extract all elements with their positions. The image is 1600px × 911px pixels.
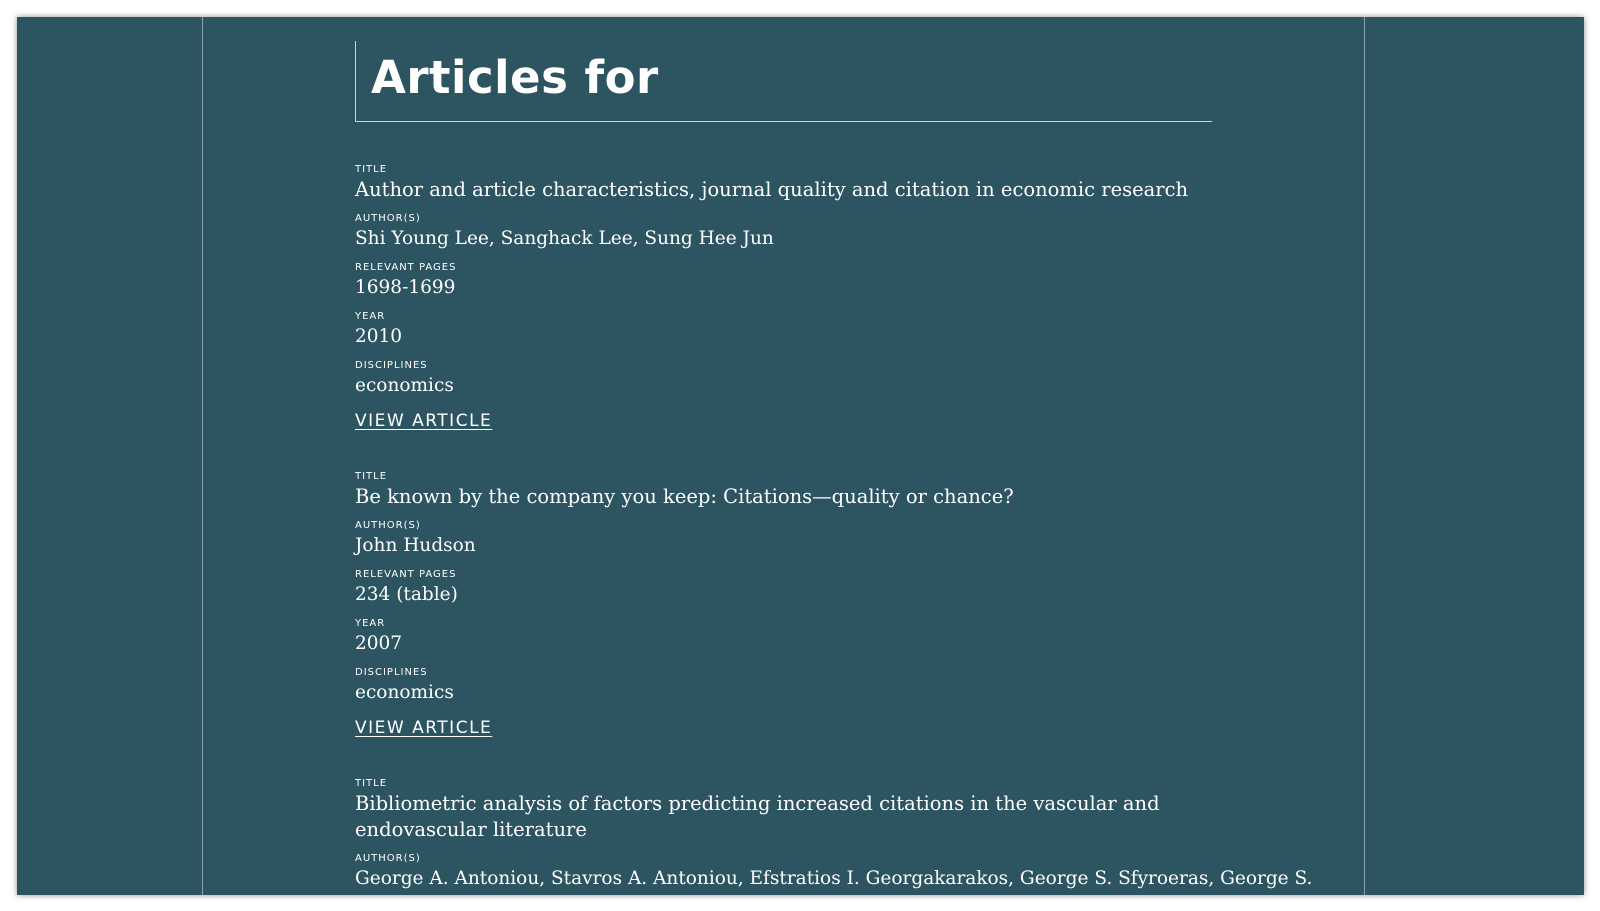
title-label: TITLE — [355, 164, 388, 175]
page-header — [355, 41, 1212, 122]
left-guide-line — [202, 17, 203, 895]
article-disciplines: economics — [355, 375, 454, 396]
article-item — [355, 164, 1215, 432]
article-authors: John Hudson — [355, 535, 476, 556]
article-pages: 234 (table) — [355, 584, 458, 605]
pages-label: RELEVANT PAGES — [355, 569, 457, 580]
article-title: Bibliometric analysis of factors predicting increased citations in the vascular and endovascular literature — [355, 792, 1160, 841]
year-label: YEAR — [355, 311, 386, 322]
view-article-link[interactable]: VIEW ARTICLE — [355, 411, 493, 431]
article-authors: George A. Antoniou, Stavros A. Antoniou, Efstratios I. Georgakarakos, George S. Sfyroeras, George S. — [355, 868, 1313, 889]
disciplines-label: DISCIPLINES — [355, 667, 428, 678]
authors-label: AUTHOR(S) — [355, 520, 421, 531]
article-item — [355, 778, 1313, 892]
article-list — [355, 164, 1313, 892]
title-label: TITLE — [355, 778, 388, 789]
authors-label: AUTHOR(S) — [355, 853, 421, 864]
year-label: YEAR — [355, 618, 386, 629]
page-frame — [17, 17, 1584, 895]
article-year: 2007 — [355, 633, 403, 654]
article-title: Author and article characteristics, journal quality and citation in economic research — [355, 178, 1189, 201]
article-item — [355, 471, 1215, 739]
main-content — [355, 41, 1313, 895]
view-article-link[interactable]: VIEW ARTICLE — [355, 718, 493, 738]
pages-label: RELEVANT PAGES — [355, 262, 457, 273]
article-title: Be known by the company you keep: Citations—quality or chance? — [355, 485, 1014, 508]
article-year: 2010 — [355, 326, 403, 347]
article-pages: 1698-1699 — [355, 277, 456, 298]
authors-label: AUTHOR(S) — [355, 213, 421, 224]
disciplines-label: DISCIPLINES — [355, 360, 428, 371]
title-label: TITLE — [355, 471, 388, 482]
article-authors: Shi Young Lee, Sanghack Lee, Sung Hee Jun — [355, 228, 774, 249]
page-title: Articles for — [371, 51, 659, 104]
right-guide-line — [1364, 17, 1365, 895]
article-disciplines: economics — [355, 682, 454, 703]
